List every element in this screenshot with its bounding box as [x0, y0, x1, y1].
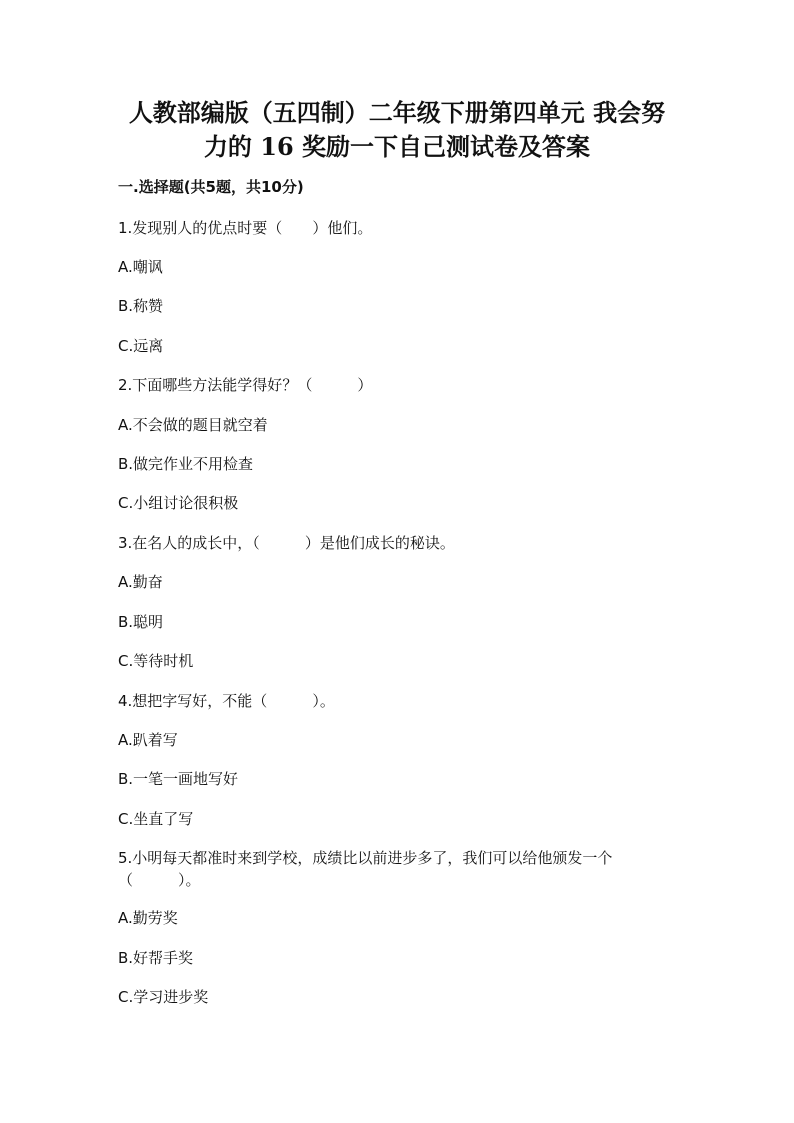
question-4-option-a: A.趴着写 [118, 731, 178, 749]
question-2-option-c: C.小组讨论很积极 [118, 494, 239, 512]
question-5-option-b: B.好帮手奖 [118, 949, 194, 967]
question-4-option-c: C.坐直了写 [118, 810, 194, 828]
page-title [100, 96, 694, 164]
section-heading: 一.选择题(共5题，共10分) [118, 178, 304, 196]
question-1-option-b: B.称赞 [118, 297, 164, 315]
question-1-stem: 1.发现别人的优点时要（ ）他们。 [118, 219, 373, 237]
question-1-option-c: C.远离 [118, 337, 164, 355]
question-5-stem-line-2: （ ）。 [118, 871, 201, 889]
question-5-stem-line-1: 5.小明每天都准时来到学校，成绩比以前进步多了，我们可以给他颁发一个 [118, 849, 613, 867]
question-2-option-a: A.不会做的题目就空着 [118, 416, 268, 434]
question-4-option-b: B.一笔一画地写好 [118, 770, 239, 788]
question-2-option-b: B.做完作业不用检查 [118, 455, 254, 473]
question-4-stem: 4.想把字写好，不能（ ）。 [118, 692, 335, 710]
question-5-option-c: C.学习进步奖 [118, 988, 209, 1006]
title-line-1: 人教部编版（五四制）二年级下册第四单元 我会努 [128, 98, 666, 127]
title-line-2: 力的 16 奖励一下自己测试卷及答案 [203, 132, 591, 161]
question-3-option-a: A.勤奋 [118, 573, 163, 591]
question-3-option-c: C.等待时机 [118, 652, 194, 670]
question-2-stem: 2.下面哪些方法能学得好？（ ） [118, 376, 373, 394]
question-3-stem: 3.在名人的成长中，（ ）是他们成长的秘诀。 [118, 534, 455, 552]
question-1-option-a: A.嘲讽 [118, 258, 163, 276]
question-5-option-a: A.勤劳奖 [118, 909, 178, 927]
question-3-option-b: B.聪明 [118, 613, 164, 631]
